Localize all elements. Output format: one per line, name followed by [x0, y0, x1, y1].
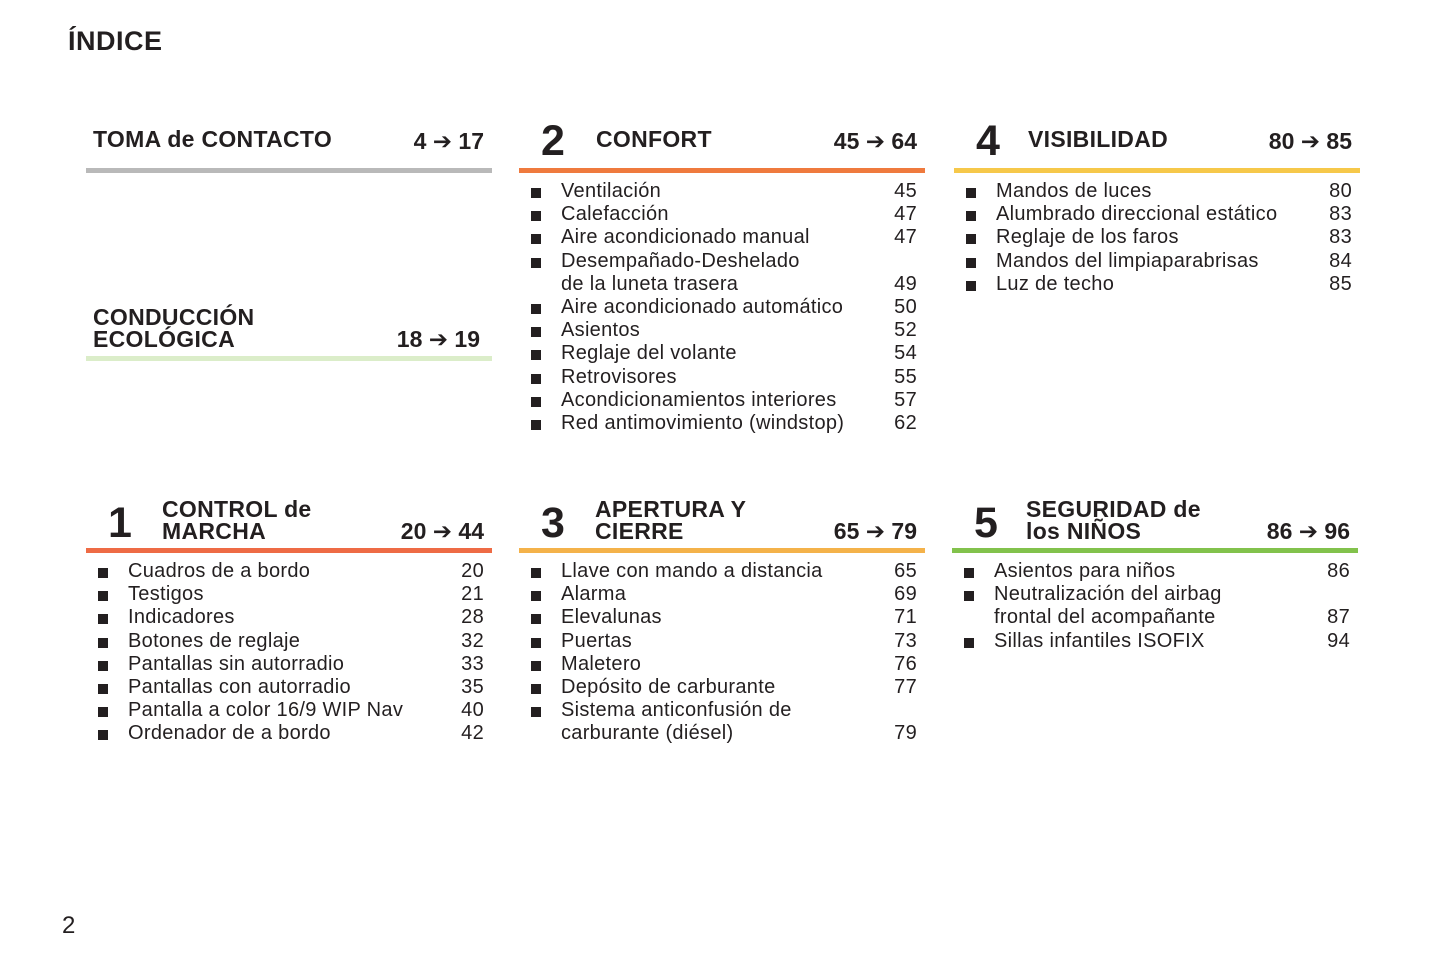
bullet-square-icon	[98, 638, 108, 648]
list-item[interactable]	[86, 653, 492, 676]
item-page: 49	[894, 272, 917, 295]
bullet-square-icon	[98, 684, 108, 694]
item-page: 76	[894, 652, 917, 675]
item-label: Neutralización del airbag	[994, 583, 1222, 606]
item-label: Acondicionamientos interiores	[561, 388, 837, 411]
section-number: 1	[108, 499, 132, 547]
section-2-confort[interactable]	[519, 116, 925, 435]
item-page: 62	[894, 412, 917, 435]
item-label: Red antimovimiento (windstop)	[561, 412, 845, 435]
item-page: 83	[1329, 226, 1352, 249]
item-label: Indicadores	[128, 606, 235, 629]
title-line-1: CONDUCCIÓN	[93, 304, 255, 330]
list-item[interactable]	[954, 180, 1360, 203]
bullet-square-icon	[531, 591, 541, 601]
page-range: 86 ➔ 96	[1266, 518, 1350, 544]
item-page: 65	[894, 560, 917, 582]
list-item[interactable]	[86, 676, 492, 699]
item-page: 85	[1329, 272, 1352, 295]
item-label: Alumbrado direccional estático	[996, 203, 1278, 226]
item-page: 42	[461, 722, 484, 745]
bullet-square-icon	[531, 258, 541, 268]
item-label: Testigos	[128, 583, 204, 606]
item-label: Retrovisores	[561, 365, 677, 388]
bullet-square-icon	[98, 730, 108, 740]
bullet-square-icon	[531, 374, 541, 384]
section-rule	[86, 548, 492, 553]
item-label: Sillas infantiles ISOFIX	[994, 629, 1205, 652]
item-page: 35	[461, 676, 484, 699]
section-number: 4	[976, 117, 1000, 165]
section-title: CONFORT	[596, 126, 712, 152]
section-rule	[954, 168, 1360, 173]
item-label: Pantalla a color 16/9 WIP Nav	[128, 699, 404, 722]
item-page: 21	[461, 583, 484, 606]
title-line-2: MARCHA	[162, 518, 267, 544]
list-item[interactable]	[519, 250, 925, 296]
bullet-square-icon	[531, 568, 541, 578]
list-item[interactable]	[519, 699, 925, 745]
item-page: 52	[894, 319, 917, 342]
list-item[interactable]	[86, 630, 492, 653]
list-item[interactable]	[954, 250, 1360, 273]
item-page: 47	[894, 226, 917, 249]
page-range: 18 ➔ 19	[396, 326, 480, 352]
bullet-square-icon	[966, 234, 976, 244]
section-1-control-de-marcha[interactable]	[86, 496, 492, 746]
list-item[interactable]	[519, 676, 925, 699]
item-label: Elevalunas	[561, 606, 662, 629]
item-page: 40	[461, 699, 484, 722]
item-page: 20	[461, 560, 484, 582]
item-label: Asientos para niños	[994, 560, 1176, 582]
list-item[interactable]	[954, 226, 1360, 249]
bullet-square-icon	[98, 614, 108, 624]
bullet-square-icon	[531, 707, 541, 717]
title-line-2: ECOLÓGICA	[93, 326, 235, 352]
section-title	[162, 498, 312, 542]
section-number: 3	[541, 499, 565, 547]
page-range: 20 ➔ 44	[400, 518, 484, 544]
bullet-square-icon	[98, 591, 108, 601]
item-page: 84	[1329, 249, 1352, 272]
title-line-2: CIERRE	[595, 518, 684, 544]
item-label: Aire acondicionado automático	[561, 296, 844, 319]
item-page: 69	[894, 583, 917, 606]
list-item[interactable]	[86, 722, 492, 745]
title-line-1: SEGURIDAD de	[1026, 496, 1201, 522]
page-title: ÍNDICE	[68, 26, 163, 56]
page-range: 65 ➔ 79	[833, 518, 917, 544]
item-label: Mandos de luces	[996, 180, 1152, 202]
list-item[interactable]	[519, 653, 925, 676]
bullet-square-icon	[98, 707, 108, 717]
list-item[interactable]	[519, 366, 925, 389]
bullet-square-icon	[964, 638, 974, 648]
item-label: Luz de techo	[996, 272, 1115, 295]
list-item[interactable]	[952, 583, 1358, 629]
bullet-square-icon	[531, 420, 541, 430]
bullet-square-icon	[531, 684, 541, 694]
bullet-square-icon	[531, 304, 541, 314]
section-number: 5	[974, 499, 998, 547]
item-label: Mandos del limpiaparabrisas	[996, 249, 1259, 272]
item-page: 73	[894, 629, 917, 652]
list-item[interactable]	[86, 699, 492, 722]
list-item[interactable]	[519, 180, 925, 203]
item-label: Calefacción	[561, 203, 669, 226]
item-label: Maletero	[561, 652, 642, 675]
item-page: 33	[461, 652, 484, 675]
list-item[interactable]	[952, 560, 1358, 583]
bullet-square-icon	[531, 327, 541, 337]
bullet-square-icon	[531, 661, 541, 671]
list-item[interactable]	[86, 560, 492, 583]
title-line-2: los NIÑOS	[1026, 518, 1142, 544]
item-page: 28	[461, 606, 484, 629]
item-label: Asientos	[561, 319, 641, 342]
bullet-square-icon	[966, 281, 976, 291]
bullet-square-icon	[966, 211, 976, 221]
list-item[interactable]	[952, 630, 1358, 653]
item-page: 54	[894, 342, 917, 365]
section-rule	[86, 168, 492, 173]
list-item[interactable]	[954, 203, 1360, 226]
item-label: Reglaje del volante	[561, 342, 737, 365]
item-label: Ventilación	[561, 180, 662, 202]
bullet-square-icon	[531, 397, 541, 407]
bullet-square-icon	[531, 638, 541, 648]
item-label: Depósito de carburante	[561, 676, 776, 699]
item-label: Puertas	[561, 629, 633, 652]
item-label: Alarma	[561, 583, 627, 606]
list-item[interactable]	[519, 226, 925, 249]
title-line-1: CONTROL de	[162, 496, 312, 522]
section-conduccion-ecologica[interactable]	[86, 304, 492, 361]
section-number: 2	[541, 117, 565, 165]
section-rule	[86, 356, 492, 361]
item-page: 45	[894, 180, 917, 202]
item-page: 50	[894, 296, 917, 319]
list-item[interactable]	[519, 606, 925, 629]
bullet-square-icon	[531, 614, 541, 624]
list-item[interactable]	[86, 606, 492, 629]
item-page: 79	[894, 722, 917, 745]
section-rule	[519, 548, 925, 553]
item-list	[519, 180, 925, 435]
bullet-square-icon	[966, 258, 976, 268]
item-label: Desempañado-Deshelado	[561, 249, 800, 272]
section-3-apertura-y-cierre[interactable]	[519, 496, 925, 746]
bullet-square-icon	[964, 568, 974, 578]
page-number: 2	[62, 912, 76, 939]
bullet-square-icon	[98, 568, 108, 578]
item-page: 80	[1329, 180, 1352, 202]
item-list	[519, 560, 925, 746]
list-item[interactable]	[86, 583, 492, 606]
section-title	[595, 498, 746, 542]
section-title	[1026, 498, 1201, 542]
item-label: Botones de reglaje	[128, 629, 301, 652]
item-page: 55	[894, 365, 917, 388]
item-list	[954, 180, 1360, 296]
section-rule	[952, 548, 1358, 553]
list-item[interactable]	[519, 412, 925, 435]
item-label: Llave con mando a distancia	[561, 560, 823, 582]
item-list	[86, 560, 492, 746]
item-list	[952, 560, 1358, 653]
item-label: Aire acondicionado manual	[561, 226, 810, 249]
title-line-1: APERTURA Y	[595, 496, 747, 522]
bullet-square-icon	[531, 188, 541, 198]
item-page: 86	[1327, 560, 1350, 582]
item-label: Cuadros de a bordo	[128, 560, 311, 582]
bullet-square-icon	[531, 211, 541, 221]
page-range: 45 ➔ 64	[833, 128, 917, 154]
item-label: Pantallas con autorradio	[128, 676, 351, 699]
page-range: 4 ➔ 17	[413, 128, 484, 154]
section-5-seguridad-de-los-ninos[interactable]	[952, 496, 1358, 653]
item-label: Ordenador de a bordo	[128, 722, 331, 745]
item-label-line-2: carburante (diésel)	[561, 722, 734, 745]
item-page: 47	[894, 203, 917, 226]
list-item[interactable]	[519, 203, 925, 226]
list-item[interactable]	[519, 560, 925, 583]
item-label-line-2: de la luneta trasera	[561, 272, 739, 295]
list-item[interactable]	[519, 583, 925, 606]
item-label: Reglaje de los faros	[996, 226, 1179, 249]
item-label: Pantallas sin autorradio	[128, 652, 345, 675]
page-range: 80 ➔ 85	[1268, 128, 1352, 154]
bullet-square-icon	[98, 661, 108, 671]
item-page: 77	[894, 676, 917, 699]
bullet-square-icon	[964, 591, 974, 601]
list-item[interactable]	[519, 296, 925, 319]
bullet-square-icon	[531, 234, 541, 244]
item-page: 87	[1327, 606, 1350, 629]
item-page: 71	[894, 606, 917, 629]
section-rule	[519, 168, 925, 173]
bullet-square-icon	[531, 350, 541, 360]
section-4-visibilidad[interactable]	[954, 116, 1360, 296]
item-page: 83	[1329, 203, 1352, 226]
item-label: Sistema anticonfusión de	[561, 699, 792, 722]
section-title	[93, 306, 254, 350]
list-item[interactable]	[519, 342, 925, 365]
list-item[interactable]	[954, 273, 1360, 296]
item-page: 94	[1327, 629, 1350, 652]
bullet-square-icon	[966, 188, 976, 198]
item-label-line-2: frontal del acompañante	[994, 606, 1216, 629]
list-item[interactable]	[519, 389, 925, 412]
item-page: 57	[894, 388, 917, 411]
section-title: VISIBILIDAD	[1028, 126, 1169, 152]
list-item[interactable]	[519, 319, 925, 342]
section-title: TOMA de CONTACTO	[93, 126, 333, 152]
list-item[interactable]	[519, 630, 925, 653]
item-page: 32	[461, 629, 484, 652]
section-toma-de-contacto[interactable]	[86, 116, 492, 173]
